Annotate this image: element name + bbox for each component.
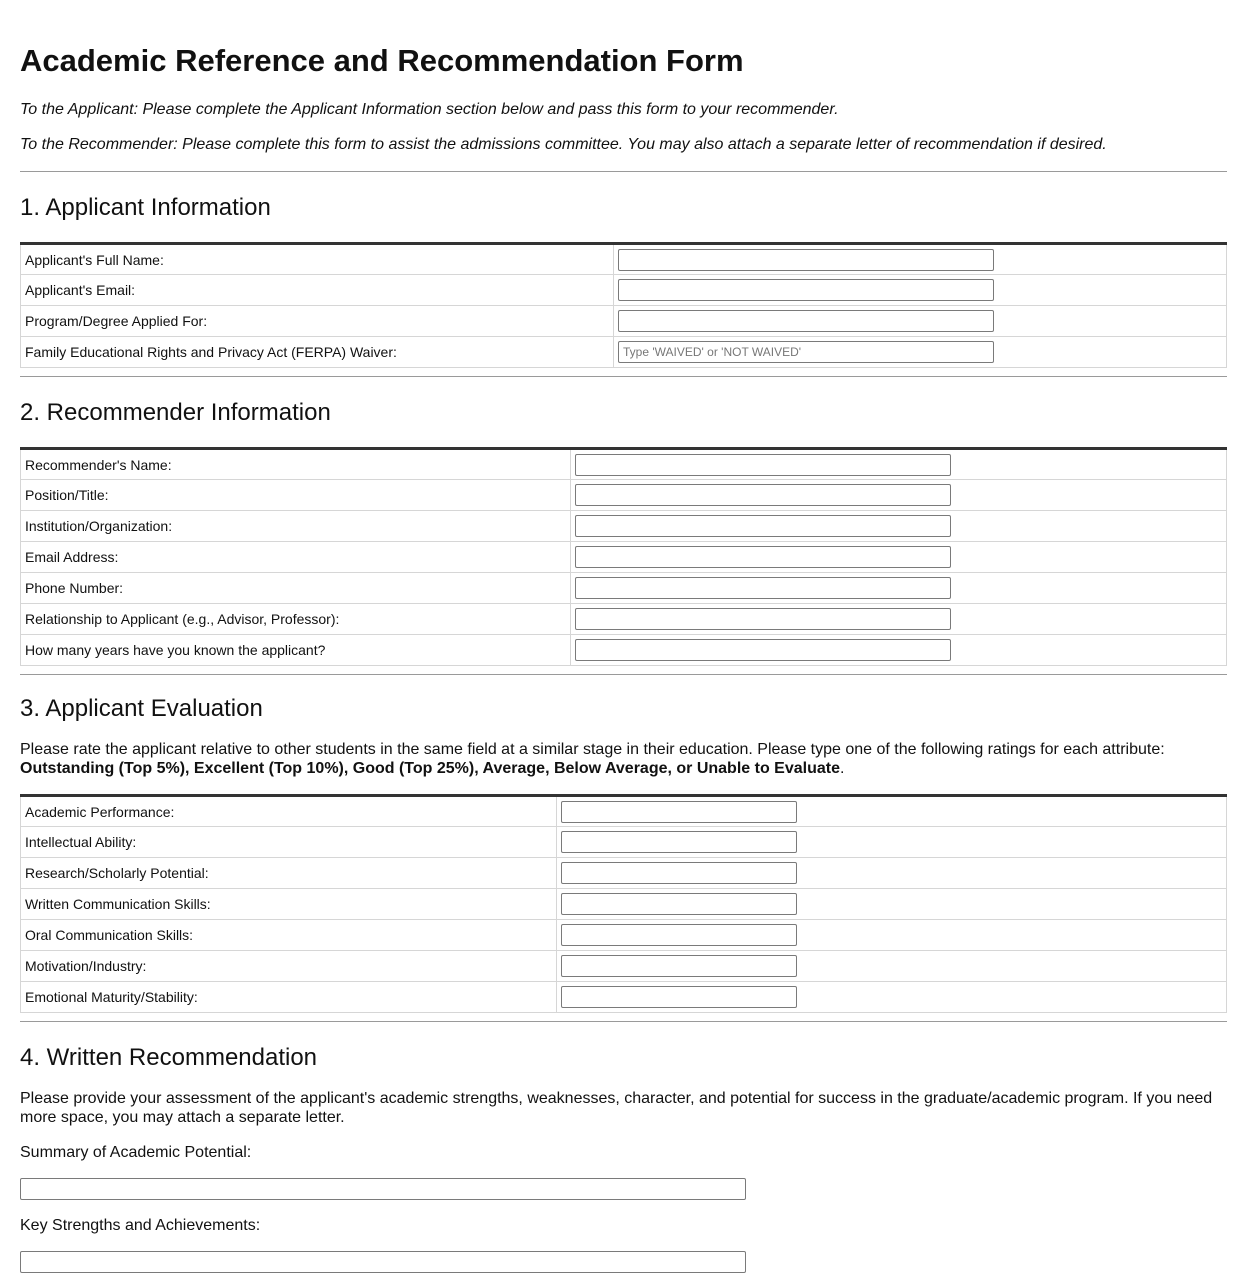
research-potential-input[interactable] (561, 862, 797, 884)
section-heading-written-recommendation: 4. Written Recommendation (20, 1044, 318, 1071)
recommender-name-input[interactable] (575, 454, 951, 476)
oral-communication-label: Oral Communication Skills: (21, 920, 557, 951)
summary-academic-potential-input[interactable] (20, 1178, 746, 1200)
table-row (21, 244, 1227, 275)
years-known-input[interactable] (575, 639, 951, 661)
table-row (21, 337, 1227, 368)
written-recommendation-instructions: Please provide your assessment of the applicant's academic strengths, weaknesses, character, and potential for success in the graduate/academic program. If you need more space, you may attach a separate letter. (20, 1090, 1213, 1126)
page-title: Academic Reference and Recommendation Form (20, 43, 744, 78)
academic-performance-label: Academic Performance: (21, 796, 557, 827)
emotional-maturity-input[interactable] (561, 986, 797, 1008)
relationship-input[interactable] (575, 608, 951, 630)
applicant-information-table (20, 242, 1227, 368)
evaluation-description: Please rate the applicant relative to other students in the same field at a similar stage in their education. Please type one of the following ratings for each attribute: (20, 741, 1165, 758)
ratings-scale: Outstanding (Top 5%), Excellent (Top 10%), Good (Top 25%), Average, Below Average, or Unable to Evaluate (20, 760, 840, 777)
phone-number-label: Phone Number: (21, 573, 571, 604)
applicant-full-name-label: Applicant's Full Name: (21, 244, 614, 275)
position-title-input[interactable] (575, 484, 951, 506)
applicant-instructions: To the Applicant: Please complete the Applicant Information section below and pass this form to your recommender. (20, 101, 839, 118)
program-degree-label: Program/Degree Applied For: (21, 306, 614, 337)
section-heading-applicant-evaluation: 3. Applicant Evaluation (20, 695, 263, 722)
table-row (21, 542, 1227, 573)
table-row (21, 889, 1227, 920)
recommender-email-label: Email Address: (21, 542, 571, 573)
table-row (21, 858, 1227, 889)
ratings-scale-end: . (839, 760, 845, 777)
applicant-email-input[interactable] (618, 279, 994, 301)
intellectual-ability-label: Intellectual Ability: (21, 827, 557, 858)
program-degree-input[interactable] (618, 310, 994, 332)
institution-label: Institution/Organization: (21, 511, 571, 542)
phone-number-input[interactable] (575, 577, 951, 599)
table-row (21, 275, 1227, 306)
academic-performance-input[interactable] (561, 801, 797, 823)
evaluation-instructions (20, 723, 1227, 778)
institution-input[interactable] (575, 515, 951, 537)
section-heading-applicant-information: 1. Applicant Information (20, 194, 271, 221)
years-known-label: How many years have you known the applicant? (21, 635, 571, 666)
table-row (21, 449, 1227, 480)
table-row (21, 573, 1227, 604)
applicant-full-name-input[interactable] (618, 249, 994, 271)
table-row (21, 796, 1227, 827)
written-communication-input[interactable] (561, 893, 797, 915)
key-strengths-input[interactable] (20, 1251, 746, 1273)
table-row (21, 920, 1227, 951)
applicant-email-label: Applicant's Email: (21, 275, 614, 306)
relationship-label: Relationship to Applicant (e.g., Advisor, Professor): (21, 604, 571, 635)
intellectual-ability-input[interactable] (561, 831, 797, 853)
position-title-label: Position/Title: (21, 480, 571, 511)
recommender-instructions: To the Recommender: Please complete this form to assist the admissions committee. You may also attach a separate letter of recommendation if desired. (20, 136, 1107, 153)
section-heading-recommender-information: 2. Recommender Information (20, 399, 331, 426)
table-row (21, 306, 1227, 337)
table-row (21, 480, 1227, 511)
table-row (21, 635, 1227, 666)
table-row (21, 982, 1227, 1013)
ferpa-waiver-label: Family Educational Rights and Privacy Act (FERPA) Waiver: (21, 337, 614, 368)
table-row (21, 951, 1227, 982)
emotional-maturity-label: Emotional Maturity/Stability: (21, 982, 557, 1013)
summary-academic-potential-label: Summary of Academic Potential: (20, 1144, 252, 1161)
oral-communication-input[interactable] (561, 924, 797, 946)
applicant-evaluation-table (20, 794, 1227, 1013)
key-strengths-label: Key Strengths and Achievements: (20, 1217, 261, 1234)
recommender-name-label: Recommender's Name: (21, 449, 571, 480)
recommender-email-input[interactable] (575, 546, 951, 568)
research-potential-label: Research/Scholarly Potential: (21, 858, 557, 889)
ferpa-waiver-input[interactable] (618, 341, 994, 363)
motivation-industry-input[interactable] (561, 955, 797, 977)
table-row (21, 827, 1227, 858)
written-communication-label: Written Communication Skills: (21, 889, 557, 920)
recommender-information-table (20, 447, 1227, 666)
table-row (21, 511, 1227, 542)
motivation-industry-label: Motivation/Industry: (21, 951, 557, 982)
table-row (21, 604, 1227, 635)
